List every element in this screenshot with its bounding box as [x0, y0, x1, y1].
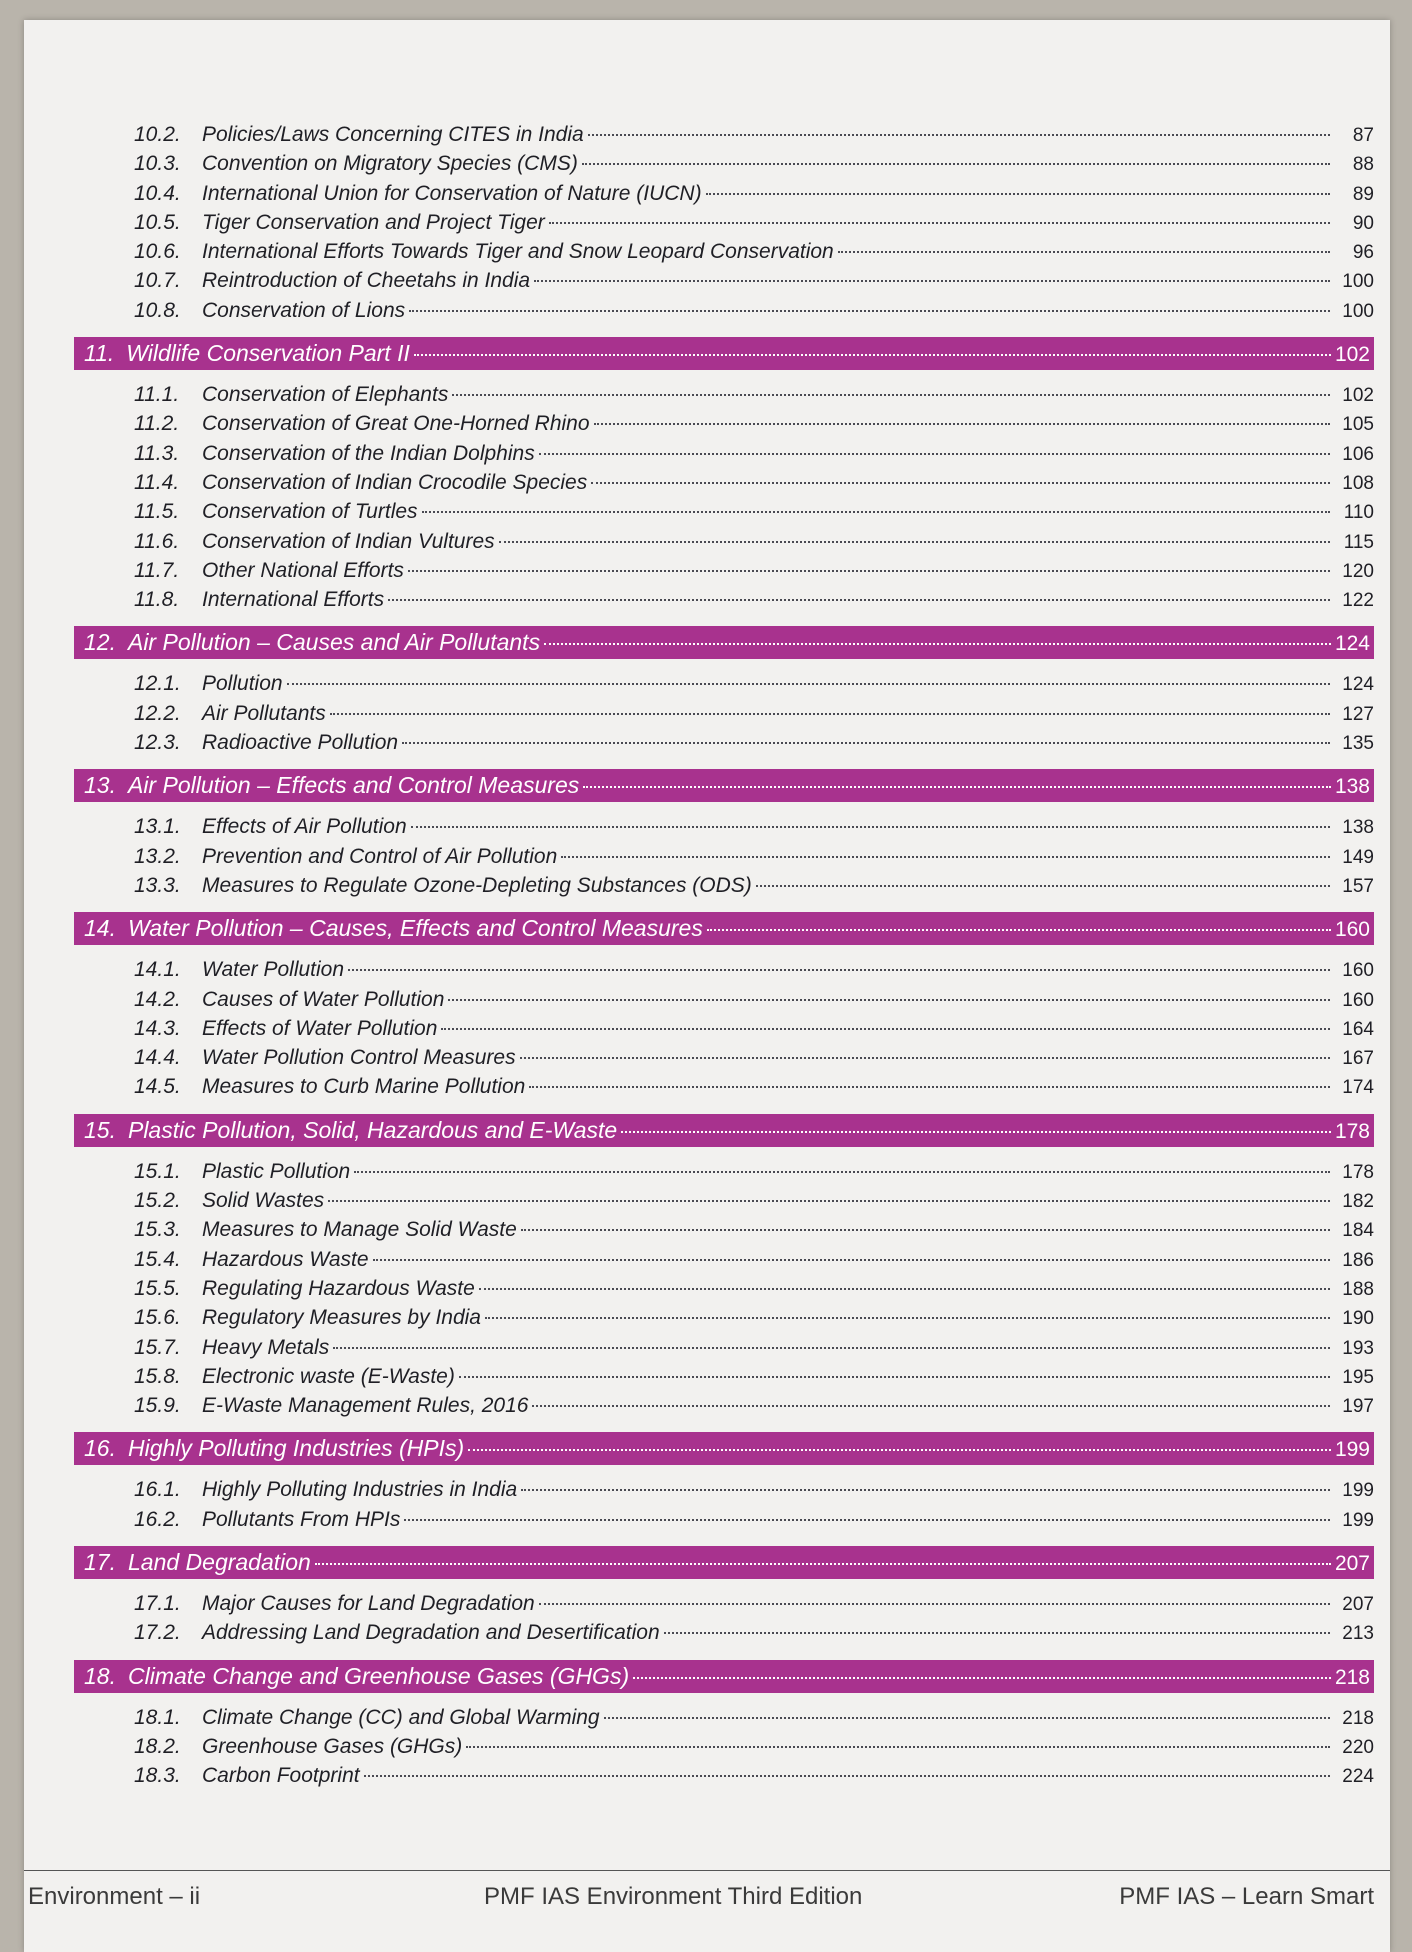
entry-page-number: 105 — [1342, 414, 1374, 436]
entry-number: 13.1. — [134, 815, 181, 839]
entry-number: 10.2. — [134, 123, 181, 146]
entry-number: 14.1. — [134, 958, 181, 982]
footer-center: PMF IAS Environment Third Edition — [484, 1883, 863, 1910]
entry-page-number: 102 — [1342, 385, 1374, 407]
entry-page-number: 122 — [1342, 590, 1374, 612]
chapter-heading — [74, 912, 1374, 945]
entry-title: E-Waste Management Rules, 2016 — [202, 1394, 529, 1418]
entry-title: Greenhouse Gases (GHGs) — [202, 1734, 463, 1758]
toc-entry — [74, 1391, 1374, 1420]
toc-entry — [74, 527, 1374, 556]
toc-entry — [74, 1274, 1374, 1303]
entry-title: International Union for Conservation of Nature (IUCN) — [202, 181, 702, 205]
toc-entry — [74, 1303, 1374, 1332]
toc-entry — [74, 1333, 1374, 1362]
entry-page-number: 199 — [1342, 1509, 1374, 1531]
entry-title: Measures to Curb Marine Pollution — [202, 1075, 526, 1099]
entry-title: Conservation of Indian Crocodile Species — [202, 470, 588, 494]
chapter-number: 15. — [84, 1116, 116, 1143]
chapter-heading — [74, 337, 1374, 370]
chapter-heading — [74, 769, 1374, 802]
entry-title: Conservation of the Indian Dolphins — [202, 441, 535, 465]
entry-number: 11.5. — [134, 500, 180, 524]
dot-leader — [452, 394, 1330, 396]
entry-title: Water Pollution — [202, 958, 345, 982]
entry-number: 11.3. — [134, 441, 180, 465]
entry-number: 17.2. — [134, 1621, 181, 1645]
entry-title: Conservation of Great One-Horned Rhino — [202, 412, 590, 436]
entry-title: Highly Polluting Industries in India — [202, 1478, 518, 1502]
entry-page-number: 106 — [1342, 443, 1374, 465]
footer-left: Environment – ii — [28, 1883, 201, 1910]
entry-number: 12.3. — [134, 731, 181, 755]
dot-leader — [521, 1489, 1330, 1491]
dot-leader — [583, 786, 1331, 788]
dot-leader — [604, 1717, 1330, 1719]
entry-page-number: 193 — [1342, 1337, 1374, 1359]
entry-title: Major Causes for Land Degradation — [202, 1591, 535, 1615]
entry-title: Addressing Land Degradation and Desertification — [202, 1621, 660, 1645]
toc-entry — [74, 1245, 1374, 1274]
entry-number: 11.8. — [134, 588, 180, 612]
dot-leader — [315, 1563, 1331, 1565]
entry-title: Hazardous Waste — [202, 1247, 369, 1271]
entry-number: 10.5. — [134, 210, 181, 234]
entry-page-number: 127 — [1342, 703, 1374, 725]
entry-number: 18.1. — [134, 1705, 181, 1729]
dot-leader — [544, 643, 1331, 645]
entry-title: Heavy Metals — [202, 1335, 330, 1359]
toc-entry — [74, 497, 1374, 526]
entry-number: 11.4. — [134, 470, 180, 494]
toc-entry — [74, 955, 1374, 984]
entry-number: 14.5. — [134, 1075, 181, 1099]
dot-leader — [756, 885, 1330, 887]
entry-title: Tiger Conservation and Project Tiger — [202, 210, 545, 234]
chapter-title: Air Pollution – Effects and Control Measures — [127, 772, 580, 799]
dot-leader — [409, 310, 1330, 312]
toc-entry — [74, 1362, 1374, 1391]
toc-entry — [74, 380, 1374, 409]
toc-entry — [74, 179, 1374, 208]
entry-number: 12.1. — [134, 672, 181, 696]
entry-page-number: 213 — [1342, 1623, 1374, 1645]
entry-page-number: 87 — [1352, 125, 1374, 146]
entry-title: Plastic Pollution — [202, 1159, 351, 1183]
dot-leader — [621, 1131, 1331, 1133]
dot-leader — [459, 1376, 1330, 1378]
toc-entry — [74, 556, 1374, 585]
entry-page-number: 120 — [1342, 560, 1374, 582]
toc-entry — [74, 1215, 1374, 1244]
toc-entry — [74, 1475, 1374, 1504]
dot-leader — [594, 423, 1330, 425]
chapter-number: 12. — [84, 629, 116, 656]
entry-page-number: 100 — [1342, 300, 1374, 322]
dot-leader — [582, 163, 1330, 165]
dot-leader — [532, 1405, 1330, 1407]
chapter-number: 13. — [84, 772, 116, 799]
entry-page-number: 190 — [1342, 1308, 1374, 1330]
entry-number: 12.2. — [134, 701, 181, 725]
dot-leader — [664, 1632, 1330, 1634]
entry-page-number: 96 — [1352, 242, 1374, 264]
entry-page-number: 186 — [1342, 1249, 1374, 1271]
dot-leader — [707, 929, 1331, 931]
dot-leader — [448, 999, 1330, 1001]
toc-entry — [74, 1072, 1374, 1101]
entry-number: 10.4. — [134, 181, 181, 205]
entry-page-number: 174 — [1342, 1077, 1374, 1099]
toc-entry — [74, 120, 1374, 149]
entry-page-number: 195 — [1342, 1366, 1374, 1388]
entry-page-number: 160 — [1342, 989, 1374, 1011]
dot-leader — [354, 1171, 1330, 1173]
toc-entry — [74, 585, 1374, 614]
toc-entry — [74, 468, 1374, 497]
dot-leader — [414, 354, 1331, 356]
toc-entry — [74, 985, 1374, 1014]
entry-number: 11.1. — [134, 383, 180, 407]
chapter-title: Land Degradation — [127, 1548, 311, 1575]
dot-leader — [287, 683, 1330, 685]
entry-title: Electronic waste (E-Waste) — [202, 1364, 455, 1388]
chapter-title: Plastic Pollution, Solid, Hazardous and E-Waste — [127, 1116, 618, 1143]
entry-number: 13.3. — [134, 873, 181, 897]
entry-title: Causes of Water Pollution — [202, 987, 445, 1011]
entry-page-number: 197 — [1342, 1396, 1374, 1418]
entry-page-number: 160 — [1342, 960, 1374, 982]
entry-number: 10.3. — [134, 152, 181, 176]
entry-title: Conservation of Turtles — [202, 500, 418, 524]
chapter-title: Wildlife Conservation Part II — [126, 340, 410, 367]
entry-title: Conservation of Lions — [202, 298, 406, 322]
dot-leader — [402, 742, 1330, 744]
chapter-title: Air Pollution – Causes and Air Pollutants — [127, 629, 541, 656]
entry-title: Radioactive Pollution — [202, 731, 399, 755]
chapter-page-number: 207 — [1334, 1551, 1370, 1575]
entry-number: 10.7. — [134, 269, 181, 293]
entry-number: 15.5. — [134, 1276, 181, 1300]
entry-page-number: 110 — [1343, 502, 1374, 524]
toc-entry — [74, 208, 1374, 237]
dot-leader — [485, 1317, 1330, 1319]
toc-entry — [74, 1505, 1374, 1534]
entry-number: 15.4. — [134, 1247, 181, 1271]
entry-page-number: 218 — [1342, 1707, 1374, 1729]
dot-leader — [479, 1288, 1330, 1290]
entry-title: Solid Wastes — [202, 1189, 325, 1213]
entry-page-number: 224 — [1342, 1766, 1374, 1788]
dot-leader — [539, 1603, 1330, 1605]
entry-number: 11.2. — [134, 412, 180, 436]
toc-entry — [74, 842, 1374, 871]
dot-leader — [328, 1200, 1330, 1202]
chapter-heading — [74, 1432, 1374, 1465]
entry-title: Other National Efforts — [202, 558, 404, 582]
toc-entry — [74, 266, 1374, 295]
dot-leader — [373, 1259, 1330, 1261]
entry-number: 15.8. — [134, 1364, 181, 1388]
chapter-number: 14. — [84, 915, 116, 942]
chapter-title: Climate Change and Greenhouse Gases (GHGs) — [127, 1662, 630, 1689]
entry-page-number: 135 — [1342, 733, 1374, 755]
table-of-contents — [74, 120, 1374, 1790]
dot-leader — [588, 134, 1330, 136]
chapter-heading — [74, 626, 1374, 659]
entry-title: Effects of Air Pollution — [202, 815, 407, 839]
entry-number: 10.8. — [134, 298, 181, 322]
entry-number: 15.9. — [134, 1394, 181, 1418]
entry-title: International Efforts Towards Tiger and Snow Leopard Conservation — [202, 240, 834, 264]
entry-page-number: 157 — [1342, 875, 1374, 897]
entry-title: Conservation of Indian Vultures — [202, 529, 495, 553]
entry-page-number: 149 — [1342, 846, 1374, 868]
dot-leader — [520, 1057, 1330, 1059]
dot-leader — [466, 1746, 1330, 1748]
chapter-page-number: 178 — [1334, 1119, 1370, 1143]
entry-number: 18.2. — [134, 1734, 181, 1758]
chapter-number: 18. — [84, 1662, 116, 1689]
dot-leader — [529, 1086, 1330, 1088]
dot-leader — [364, 1775, 1330, 1777]
chapter-number: 17. — [84, 1548, 116, 1575]
dot-leader — [330, 713, 1330, 715]
toc-entry — [74, 1761, 1374, 1790]
toc-entry — [74, 1186, 1374, 1215]
entry-title: Reintroduction of Cheetahs in India — [202, 269, 531, 293]
entry-number: 11.6. — [134, 529, 180, 553]
entry-title: Measures to Regulate Ozone-Depleting Substances (ODS) — [202, 873, 752, 897]
entry-title: Prevention and Control of Air Pollution — [202, 844, 558, 868]
toc-entry — [74, 669, 1374, 698]
toc-entry — [74, 237, 1374, 266]
toc-entry — [74, 1618, 1374, 1647]
chapter-page-number: 102 — [1334, 343, 1370, 367]
entry-number: 14.4. — [134, 1046, 181, 1070]
entry-number: 18.3. — [134, 1764, 181, 1788]
entry-page-number: 138 — [1342, 817, 1374, 839]
entry-title: Conservation of Elephants — [202, 383, 449, 407]
entry-page-number: 220 — [1342, 1736, 1374, 1758]
entry-page-number: 207 — [1342, 1593, 1374, 1615]
entry-page-number: 115 — [1343, 531, 1374, 553]
entry-page-number: 100 — [1342, 271, 1374, 293]
dot-leader — [408, 570, 1330, 572]
dot-leader — [411, 826, 1330, 828]
chapter-heading — [74, 1546, 1374, 1579]
entry-title: Carbon Footprint — [202, 1764, 360, 1788]
entry-title: Pollutants From HPIs — [202, 1507, 401, 1531]
dot-leader — [441, 1028, 1330, 1030]
toc-entry — [74, 1732, 1374, 1761]
entry-title: Effects of Water Pollution — [202, 1016, 438, 1040]
chapter-number: 11. — [84, 340, 115, 367]
dot-leader — [388, 599, 1330, 601]
entry-page-number: 88 — [1352, 154, 1374, 176]
chapter-heading — [74, 1660, 1374, 1693]
entry-page-number: 90 — [1352, 212, 1374, 234]
entry-number: 15.7. — [134, 1335, 181, 1359]
entry-title: International Efforts — [202, 588, 385, 612]
entry-number: 13.2. — [134, 844, 181, 868]
dot-leader — [348, 969, 1330, 971]
entry-title: Regulatory Measures by India — [202, 1306, 481, 1330]
entry-page-number: 178 — [1342, 1161, 1374, 1183]
book-page — [24, 20, 1390, 1952]
entry-number: 17.1. — [134, 1591, 181, 1615]
dot-leader — [521, 1229, 1330, 1231]
dot-leader — [561, 856, 1330, 858]
dot-leader — [591, 482, 1330, 484]
entry-title: Climate Change (CC) and Global Warming — [202, 1705, 600, 1729]
dot-leader — [706, 193, 1330, 195]
chapter-page-number: 138 — [1334, 775, 1370, 799]
toc-entry — [74, 296, 1374, 325]
toc-entry — [74, 699, 1374, 728]
toc-entry — [74, 409, 1374, 438]
chapter-page-number: 124 — [1334, 632, 1370, 656]
entry-title: Air Pollutants — [202, 701, 326, 725]
dot-leader — [333, 1347, 1330, 1349]
dot-leader — [838, 251, 1330, 253]
chapter-page-number: 160 — [1334, 918, 1370, 942]
entry-title: Regulating Hazardous Waste — [202, 1276, 475, 1300]
entry-page-number: 124 — [1342, 674, 1374, 696]
entry-number: 16.2. — [134, 1507, 181, 1531]
entry-page-number: 182 — [1342, 1191, 1374, 1213]
page-footer — [24, 1870, 1390, 1931]
toc-entry — [74, 1703, 1374, 1732]
entry-number: 10.6. — [134, 240, 181, 264]
entry-number: 14.2. — [134, 987, 181, 1011]
entry-number: 14.3. — [134, 1016, 181, 1040]
dot-leader — [404, 1519, 1330, 1521]
toc-entry — [74, 812, 1374, 841]
footer-right: PMF IAS – Learn Smart — [1119, 1883, 1374, 1910]
chapter-heading — [74, 1114, 1374, 1147]
toc-entry — [74, 1014, 1374, 1043]
entry-number: 15.2. — [134, 1189, 181, 1213]
dot-leader — [534, 280, 1330, 282]
entry-page-number: 164 — [1342, 1018, 1374, 1040]
dot-leader — [499, 541, 1330, 543]
entry-page-number: 184 — [1342, 1220, 1374, 1242]
chapter-page-number: 199 — [1334, 1438, 1370, 1462]
toc-entry — [74, 871, 1374, 900]
entry-page-number: 167 — [1342, 1048, 1374, 1070]
entry-title: Pollution — [202, 672, 283, 696]
dot-leader — [422, 511, 1330, 513]
chapter-number: 16. — [84, 1435, 116, 1462]
toc-entry — [74, 439, 1374, 468]
entry-number: 16.1. — [134, 1478, 181, 1502]
toc-entry — [74, 1157, 1374, 1186]
entry-number: 15.6. — [134, 1306, 181, 1330]
entry-number: 15.3. — [134, 1218, 181, 1242]
chapter-title: Water Pollution – Causes, Effects and Control Measures — [127, 915, 703, 942]
toc-entry — [74, 1589, 1374, 1618]
entry-page-number: 108 — [1342, 472, 1374, 494]
entry-title: Convention on Migratory Species (CMS) — [202, 152, 578, 176]
entry-number: 15.1. — [134, 1159, 181, 1183]
entry-page-number: 199 — [1342, 1480, 1374, 1502]
entry-title: Water Pollution Control Measures — [202, 1046, 516, 1070]
toc-entry — [74, 149, 1374, 178]
toc-entry — [74, 1043, 1374, 1072]
entry-title: Policies/Laws Concerning CITES in India — [202, 123, 584, 146]
dot-leader — [549, 222, 1330, 224]
entry-title: Measures to Manage Solid Waste — [202, 1218, 517, 1242]
entry-page-number: 188 — [1342, 1278, 1374, 1300]
entry-number: 11.7. — [134, 558, 180, 582]
chapter-page-number: 218 — [1334, 1665, 1370, 1689]
dot-leader — [539, 453, 1330, 455]
toc-entry — [74, 728, 1374, 757]
chapter-title: Highly Polluting Industries (HPIs) — [127, 1435, 465, 1462]
entry-page-number: 89 — [1352, 183, 1374, 205]
dot-leader — [633, 1677, 1331, 1679]
dot-leader — [468, 1449, 1331, 1451]
